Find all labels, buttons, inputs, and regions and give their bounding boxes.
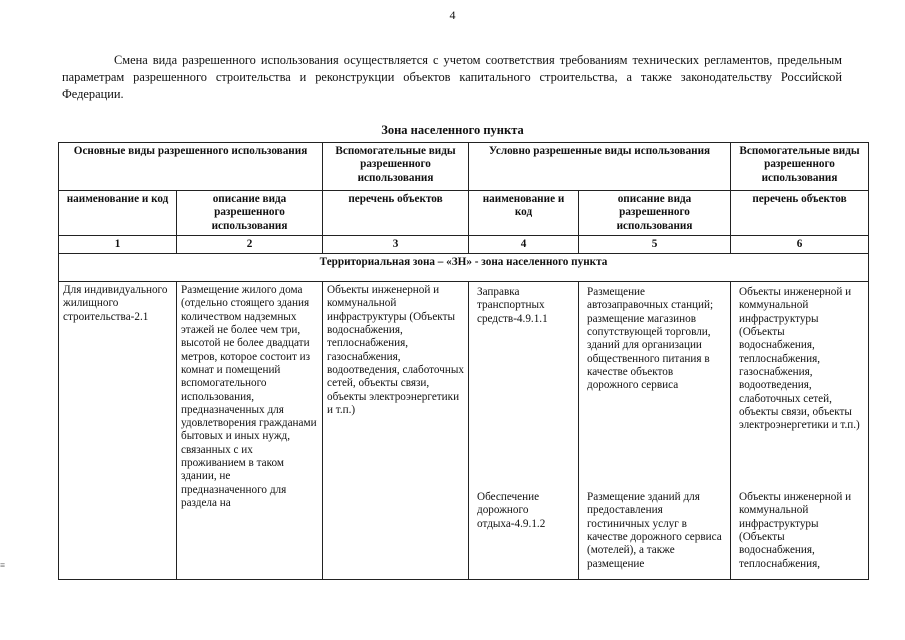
conditional-description-rest: Размещение зданий для предоставления гостиничных услуг в качестве дорожного сервиса (мотелей), а также размещение: [587, 491, 722, 570]
subheader-objects-list-1: перечень объектов: [323, 191, 469, 236]
column-number: 3: [323, 235, 469, 253]
column-number: 4: [469, 235, 579, 253]
scan-edge-mark: ≡: [0, 560, 6, 570]
header-row: [59, 143, 869, 191]
header-auxiliary-uses: Вспомогательные виды разрешенного использования: [323, 143, 469, 191]
subheader-description-2: описание вида разрешенного использования: [579, 191, 731, 236]
zone-title: Зона населенного пункта: [381, 123, 524, 137]
subheader-row: [59, 191, 869, 236]
zone-row: [59, 254, 869, 282]
conditional-name-fuel: Заправка транспортных средств-4.9.1.1: [477, 286, 548, 325]
cell-use-description: Размещение жилого дома (отдельно стоящего здания количеством надземных этажей не более чем три, высотой не более двадцати метров, которое состоит из комнат и помещений вспомогательного использования, предназначенных для удовлетворения гражданами бытовых и иных нужд, связанных с их проживанием в таком здании, не предназначенного для раздела на: [177, 282, 323, 580]
column-number: 1: [59, 235, 177, 253]
cell-use-name: Для индивидуального жилищного строительства-2.1: [59, 282, 177, 580]
land-use-table: [58, 142, 869, 580]
cell-conditional-names: [469, 282, 579, 580]
auxiliary-objects-fuel: Объекты инженерной и коммунальной инфраструктуры (Объекты водоснабжения, теплоснабжения, газоснабжения, водоотведения, слаботочных сетей, объекты связи, объекты электроэнергетики и т.п.): [739, 286, 860, 432]
header-conditional-uses: Условно разрешенные виды использования: [469, 143, 731, 191]
zone-row-title: Территориальная зона – «ЗН» - зона населенного пункта: [59, 254, 869, 282]
cell-conditional-descriptions: [579, 282, 731, 580]
subheader-description-1: описание вида разрешенного использования: [177, 191, 323, 236]
subheader-name-code-1: наименование и код: [59, 191, 177, 236]
column-number-row: [59, 235, 869, 253]
conditional-description-fuel: Размещение автозаправочных станций; размещение магазинов сопутствующей торговли, зданий для организации общественного питания в качестве объектов дорожного сервиса: [587, 286, 714, 392]
column-number: 6: [731, 235, 869, 253]
column-number: 5: [579, 235, 731, 253]
intro-paragraph: Смена вида разрешенного использования осуществляется с учетом соответствия требованиям технических регламентов, предельным параметрам разрешенного строительства и реконструкции объектов капитального строительства, а также законодательству Российской Федерации.: [62, 53, 842, 101]
cell-auxiliary-objects: [731, 282, 869, 580]
cell-objects-list: Объекты инженерной и коммунальной инфраструктуры (Объекты водоснабжения, теплоснабжения, газоснабжения, водоотведения, слаботочных сетей, объекты связи, объекты электроэнергетики и т.п.): [323, 282, 469, 580]
header-main-uses: Основные виды разрешенного использования: [59, 143, 323, 191]
conditional-name-rest: Обеспечение дорожного отдыха-4.9.1.2: [477, 491, 546, 530]
subheader-objects-list-2: перечень объектов: [731, 191, 869, 236]
page-number: 4: [449, 8, 456, 22]
auxiliary-objects-rest: Объекты инженерной и коммунальной инфраструктуры (Объекты водоснабжения, теплоснабжения,: [739, 491, 852, 570]
header-auxiliary-uses-2: Вспомогательные виды разрешенного использования: [731, 143, 869, 191]
column-number: 2: [177, 235, 323, 253]
subheader-name-code-2: наименование и код: [469, 191, 579, 236]
table-row: [59, 282, 869, 580]
